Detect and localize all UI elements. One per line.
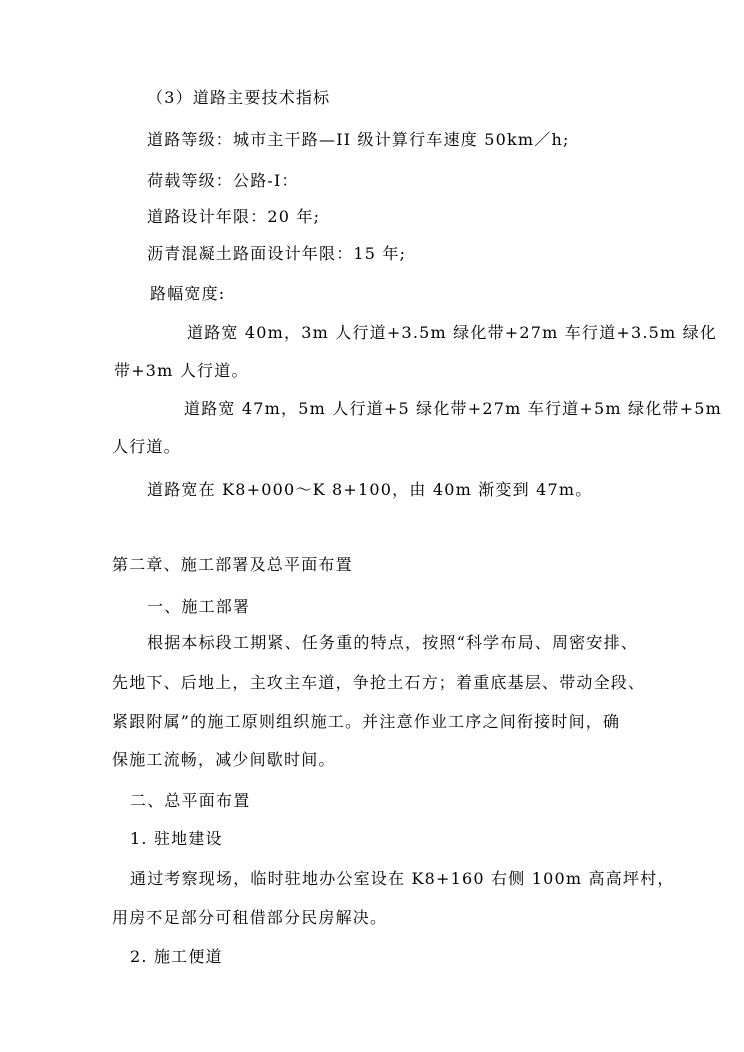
- deployment-paragraph-line-2: 先地下、后地上，主攻主车道，争抢土石方；着重底基层、带动全段、: [112, 673, 646, 692]
- asphalt-design-life-text: 沥青混凝土路面设计年限：15 年;: [147, 244, 407, 263]
- section-heading-deployment: 一、施工部署: [147, 597, 251, 616]
- deployment-paragraph-line-4: 保施工流畅，减少间歇时间。: [112, 750, 336, 769]
- camp-paragraph-line-1: 通过考察现场，临时驻地办公室设在 K8+160 右侧 100m 高高坪村，: [130, 869, 675, 888]
- item-heading-camp: 1. 驻地建设: [130, 829, 223, 848]
- road-width-transition-text: 道路宽在 K8+000～K 8+100，由 40m 渐变到 47m。: [147, 480, 593, 499]
- road-width-40m-line-2: 带+3m 人行道。: [114, 361, 249, 380]
- item-heading-access-road: 2. 施工便道: [130, 947, 223, 966]
- chapter-title: 第二章、施工部署及总平面布置: [112, 555, 353, 574]
- road-width-label: 路幅宽度:: [150, 284, 226, 303]
- deployment-paragraph-line-3: 紧跟附属”的施工原则组织施工。并注意作业工序之间衔接时间，确: [112, 712, 621, 731]
- road-width-40m-line-1: 道路宽 40m，3m 人行道+3.5m 绿化带+27m 车行道+3.5m 绿化: [187, 323, 718, 342]
- load-grade-text: 荷载等级：公路-I：: [147, 171, 299, 190]
- road-width-47m-line-1: 道路宽 47m，5m 人行道+5 绿化带+27m 车行道+5m 绿化带+5m: [184, 399, 722, 418]
- design-life-text: 道路设计年限：20 年;: [147, 207, 321, 226]
- deployment-paragraph-line-1: 根据本标段工期紧、任务重的特点，按照“科学布局、周密安排、: [147, 633, 638, 652]
- road-grade-text: 道路等级：城市主干路—II 级计算行车速度 50km／h;: [147, 130, 570, 149]
- road-width-47m-line-2: 人行道。: [112, 437, 181, 456]
- section-heading-layout: 二、总平面布置: [130, 791, 251, 810]
- section-heading: （3）道路主要技术指标: [147, 88, 331, 107]
- camp-paragraph-line-2: 用房不足部分可租借部分民房解决。: [112, 908, 388, 927]
